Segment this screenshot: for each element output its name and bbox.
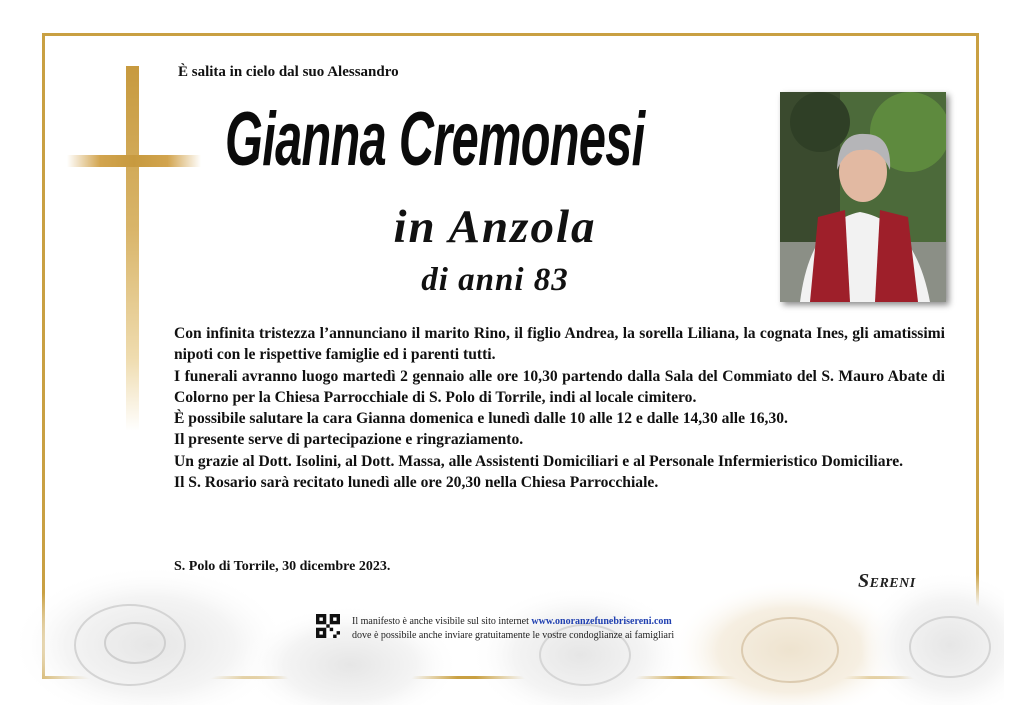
qr-code-icon[interactable] bbox=[316, 614, 340, 638]
funeral-home-logo: Sereni bbox=[858, 570, 916, 592]
married-name: in Anzola bbox=[393, 201, 597, 253]
paragraph-rosary: Il S. Rosario sarà recitato lunedì alle ore 20,30 nella Chiesa Parrocchiale. bbox=[174, 474, 659, 492]
paragraph-funeral: I funerali avranno luogo martedì 2 gennaio alle ore 10,30 partendo dalla Sala del Commiato del S. Mauro Abate di Colorno per la Chiesa Parrocchiale di S. Polo di Torrile, indi al locale cimitero. bbox=[174, 367, 945, 406]
deceased-name: Gianna Cremonesi bbox=[225, 97, 645, 182]
paragraph-thanks: Un grazie al Dott. Isolini, al Dott. Massa, alle Assistenti Domiciliari e al Personale Infermieristico Domiciliare. bbox=[174, 452, 904, 470]
paragraph-notice: Il presente serve di partecipazione e ringraziamento. bbox=[174, 431, 524, 449]
website-note bbox=[352, 615, 792, 643]
cross-vertical-beam bbox=[126, 66, 139, 431]
paragraph-visitation: È possibile salutare la cara Gianna domenica e lunedì dalle 10 alle 12 e dalle 14,30 alle 16,30. bbox=[174, 410, 788, 428]
intro-line: È salita in cielo dal suo Alessandro bbox=[178, 64, 399, 80]
paragraph-family: Con infinita tristezza l’annunciano il marito Rino, il figlio Andrea, la sorella Liliana, la cognata Ines, gli amatissimi nipoti con le rispettive famiglie ed i parenti tutti. bbox=[174, 325, 945, 364]
place-date: S. Polo di Torrile, 30 dicembre 2023. bbox=[174, 559, 391, 574]
cross-horizontal-beam bbox=[67, 155, 201, 167]
website-note-prefix: Il manifesto è anche visibile sul sito internet bbox=[352, 616, 529, 627]
website-link[interactable]: www.onoranzefunebrisereni.com bbox=[531, 616, 672, 627]
announcement-text bbox=[174, 323, 945, 493]
age-line: di anni 83 bbox=[421, 262, 569, 298]
website-note-line1 bbox=[352, 615, 792, 629]
deceased-photo bbox=[780, 92, 946, 302]
website-note-line2: dove è possibile anche inviare gratuitamente le vostre condoglianze ai famigliari bbox=[352, 630, 675, 641]
